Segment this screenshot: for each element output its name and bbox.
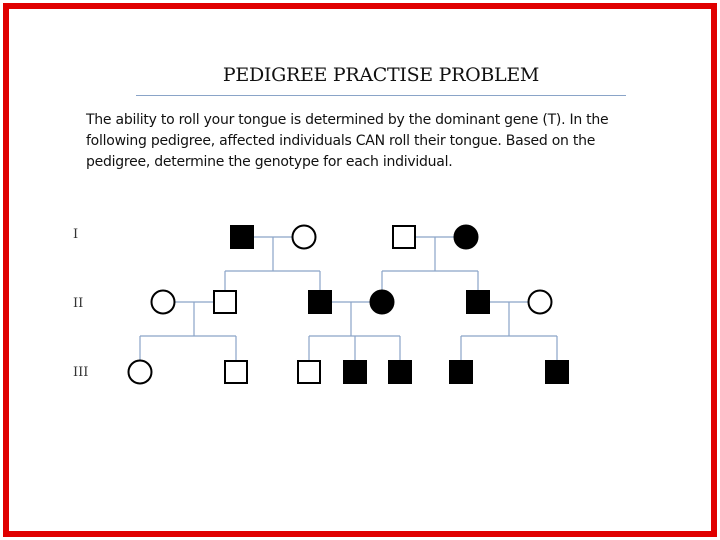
individual-iii-5-square-affected xyxy=(389,361,411,383)
generation-label-iii: III xyxy=(73,365,89,380)
individual-iii-4-square-affected xyxy=(344,361,366,383)
generation-label-ii: II xyxy=(73,296,84,311)
individual-iii-6-square-affected xyxy=(450,361,472,383)
individual-i-4-circle-affected xyxy=(455,226,478,249)
individual-iii-1-circle-unaffected xyxy=(129,361,152,384)
pedigree-lines xyxy=(140,237,557,372)
individual-iii-7-square-affected xyxy=(546,361,568,383)
individual-iii-3-square-unaffected xyxy=(298,361,320,383)
individual-iii-2-square-unaffected xyxy=(225,361,247,383)
problem-text: The ability to roll your tongue is determined by the dominant gene (T). In the following pedigree, affected individuals CAN roll their tongue. Based on the pedigree, determine the genotype for each individual. xyxy=(86,112,609,170)
individual-i-1-square-affected xyxy=(231,226,253,248)
slide-title: PEDIGREE PRACTISE PROBLEM xyxy=(222,64,540,86)
individual-ii-3-square-affected xyxy=(309,291,331,313)
individual-ii-6-circle-unaffected xyxy=(529,291,552,314)
individual-ii-1-circle-unaffected xyxy=(152,291,175,314)
individual-i-3-square-unaffected xyxy=(393,226,415,248)
individual-i-2-circle-unaffected xyxy=(293,226,316,249)
individual-ii-5-square-affected xyxy=(467,291,489,313)
individual-ii-2-square-unaffected xyxy=(214,291,236,313)
generation-label-i: I xyxy=(73,227,79,242)
individual-ii-4-circle-affected xyxy=(371,291,394,314)
